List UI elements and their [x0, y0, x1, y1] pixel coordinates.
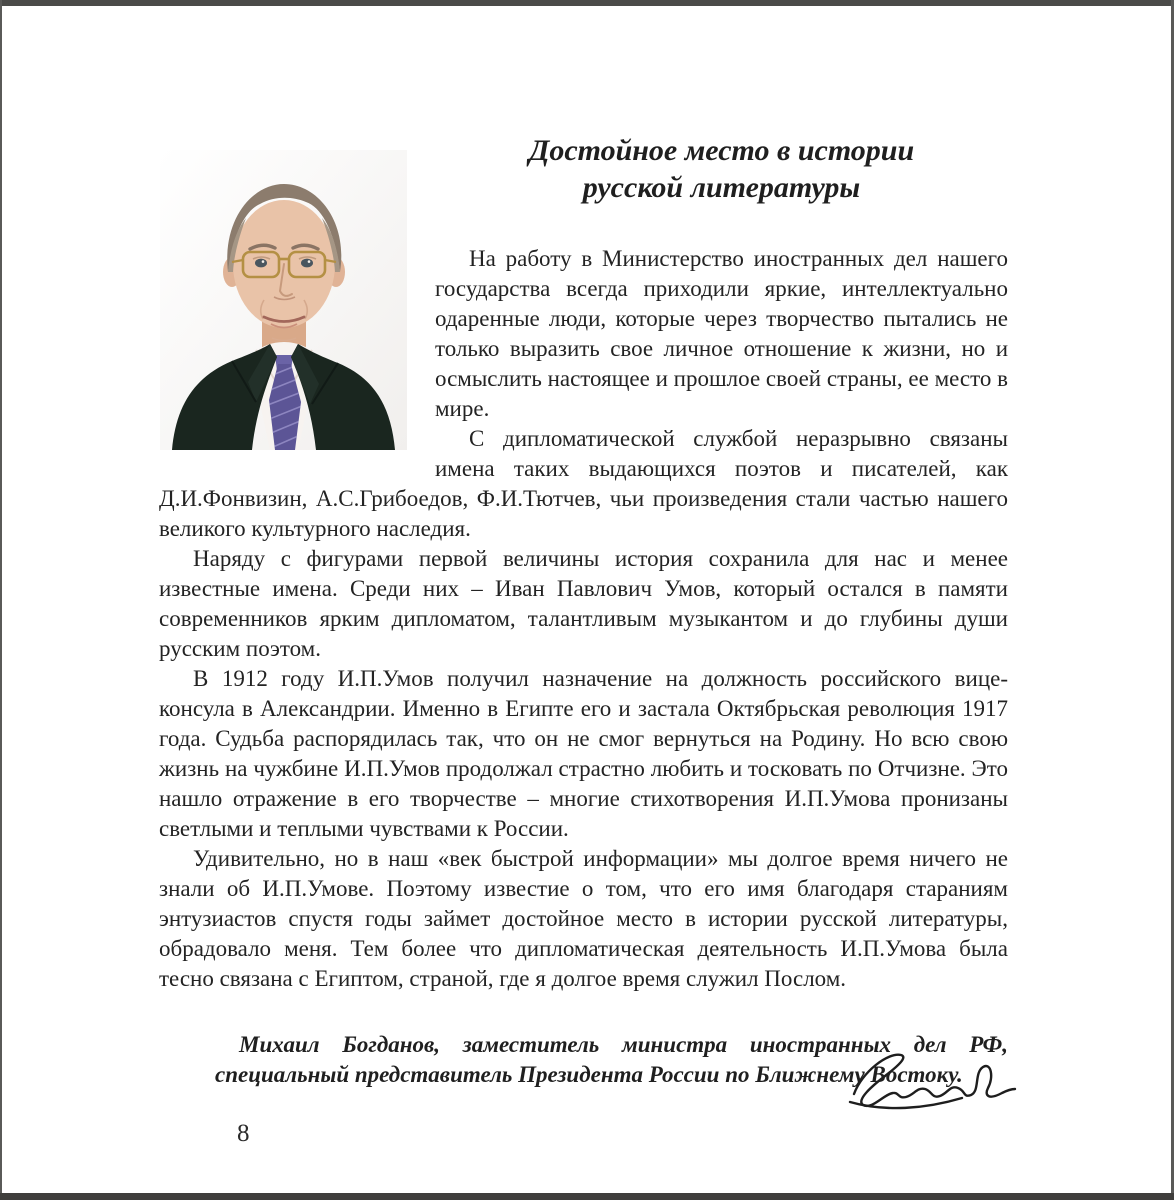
paragraph-2: С дипломатической службой неразрывно связаны имена таких выдающихся поэтов и писателей, как Д.И.Фонвизин, А.С.Грибоедов, Ф.И.Тютчев, чьи произведения стали частью нашего великого культурного наследия.: [159, 426, 1008, 541]
paragraph-5: Удивительно, но в наш «век быстрой информации» мы долгое время ничего не знали об И.П.Умове. Поэтому известие о том, что его имя благодаря стараниям энтузиастов спустя годы займет достойное место в истории русской литературы, обрадовало меня. Тем более что дипломатическая деятельность И.П.Умова была тесно связана с Египтом, страной, где я долгое время служил Послом.: [159, 846, 1008, 991]
page-bottom-edge: [0, 1193, 1174, 1200]
author-attribution: Михаил Богданов, заместитель министра иностранных дел РФ, специальный представитель Президента России по Ближнему Востоку.: [215, 1032, 1008, 1087]
portrait-photo: [160, 150, 407, 450]
page-number: 8: [237, 1120, 250, 1147]
page-title-line-2: русской литературы: [582, 171, 861, 204]
paragraph-3: Наряду с фигурами первой величины история сохранила для нас и менее известные имена. Среди них – Иван Павлович Умов, который остался в памяти современников ярким дипломатом, талантливым музыкантом и до глубины души русским поэтом.: [159, 546, 1008, 661]
page-left-edge: [0, 0, 2, 1200]
portrait-photo-graphic: [160, 150, 407, 450]
page-content: [159, 0, 1008, 1090]
paragraph-4: В 1912 году И.П.Умов получил назначение на должность российского вице-консула в Александрии. Именно в Египте его и застала Октябрьская революция 1917 года. Судьба распорядилась так, что он не смог вернуться на Родину. Но всю свою жизнь на чужбине И.П.Умов продолжал страстно любить и тосковать по Отчизне. Это нашло отражение в его творчестве – многие стихотворения И.П.Умова пронизаны светлыми и теплыми чувствами к России.: [159, 666, 1008, 841]
page-title-line-1: Достойное место в истории: [528, 134, 915, 167]
paragraph-1: На работу в Министерство иностранных дел нашего государства всегда приходили яркие, интеллектуально одаренные люди, которые через творчество пытались не только выразить свое личное отношение к жизни, но и осмыслить настоящее и прошлое своей страны, ее место в мире.: [435, 246, 1008, 421]
signature-image: [840, 1042, 1020, 1120]
